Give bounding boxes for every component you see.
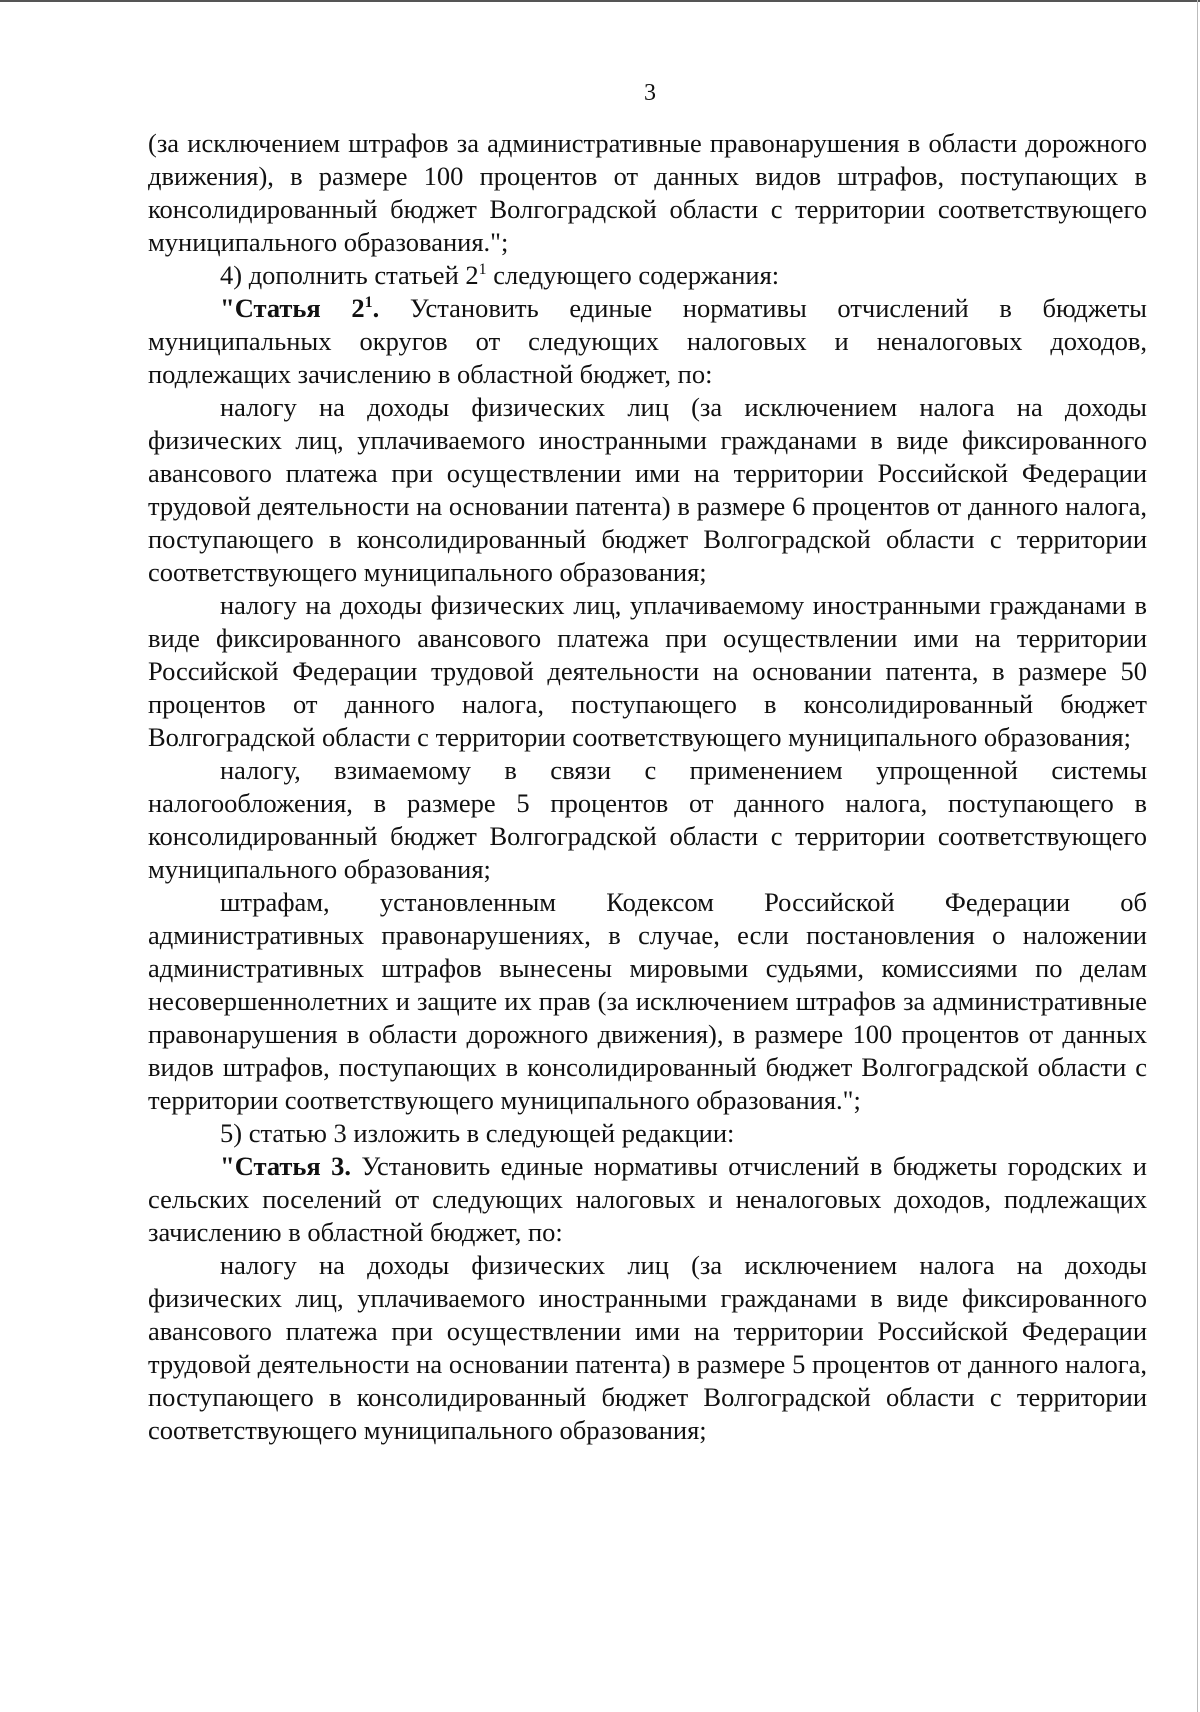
paragraph-9-text: Установить единые нормативы отчислений в бюджеты городских и сельских поселений от следующих налоговых и неналоговых доходов, подлежащих зачислению в областной бюджет, по: — [148, 1151, 1147, 1247]
article-heading-superscript: 1 — [364, 294, 373, 312]
paragraph-2-text: 4) дополнить статьей 2 — [220, 260, 479, 290]
paragraph-4: налогу на доходы физических лиц (за исключением налога на доходы физических лиц, уплачиваемого иностранными гражданами в виде фиксированного авансового платежа при осуществлении ими на территории Российской Федерации трудовой деятельности на основании патента) в размере 6 процентов от данного налога, поступающего в консолидированный бюджет Волгоградской области с территории соответствующего муниципального образования; — [148, 392, 1147, 587]
paragraph-2 — [148, 259, 1147, 292]
paragraph-1: (за исключением штрафов за административные правонарушения в области дорожного движения), в размере 100 процентов от данных видов штрафов, поступающих в консолидированный бюджет Волгоградской области с территории соответствующего муниципального образования."; — [148, 128, 1147, 257]
superscript-1: 1 — [478, 261, 487, 279]
article-3-heading: "Статья 3. — [220, 1151, 352, 1181]
paragraph-10: налогу на доходы физических лиц (за исключением налога на доходы физических лиц, уплачиваемого иностранными гражданами в виде фиксированного авансового платежа при осуществлении ими на территории Российской Федерации трудовой деятельности на основании патента) в размере 5 процентов от данного налога, поступающего в консолидированный бюджет Волгоградской области с территории соответствующего муниципального образования; — [148, 1250, 1147, 1445]
paragraph-5: налогу на доходы физических лиц, уплачиваемому иностранными гражданами в виде фиксированного авансового платежа при осуществлении ими на территории Российской Федерации трудовой деятельности на основании патента, в размере 50 процентов от данного налога, поступающего в консолидированный бюджет Волгоградской области с территории соответствующего муниципального образования; — [148, 590, 1147, 752]
document-body — [148, 127, 1147, 1447]
paragraph-3-text: Установить единые нормативы отчислений в бюджеты муниципальных округов от следующих налоговых и неналоговых доходов, подлежащих зачислению в областной бюджет, по: — [148, 293, 1147, 389]
article-heading-text: "Статья 2 — [220, 293, 365, 323]
paragraph-6: налогу, взимаемому в связи с применением упрощенной системы налогообложения, в размере 5 процентов от данного налога, поступающего в консолидированный бюджет Волгоградской области с территории соответствующего муниципального образования; — [148, 755, 1147, 884]
paragraph-8: 5) статью 3 изложить в следующей редакции: — [220, 1118, 735, 1148]
scan-edge-top — [0, 0, 1200, 2]
paragraph-3 — [148, 292, 1147, 391]
paragraph-9 — [148, 1150, 1147, 1249]
article-heading — [220, 293, 379, 323]
article-heading-dot: . — [372, 293, 380, 323]
paragraph-2-text-end: следующего содержания: — [486, 260, 780, 290]
page-number: 3 — [644, 80, 656, 106]
paragraph-7: штрафам, установленным Кодексом Российской Федерации об административных правонарушениях, в случае, если постановления о наложении административных штрафов вынесены мировыми судьями, комиссиями по делам несовершеннолетних и защите их прав (за исключением штрафов за административные правонарушения в области дорожного движения), в размере 100 процентов от данных видов штрафов, поступающих в консолидированный бюджет Волгоградской области с территории соответствующего муниципального образования."; — [148, 887, 1147, 1115]
scan-edge-right — [1197, 0, 1198, 1712]
